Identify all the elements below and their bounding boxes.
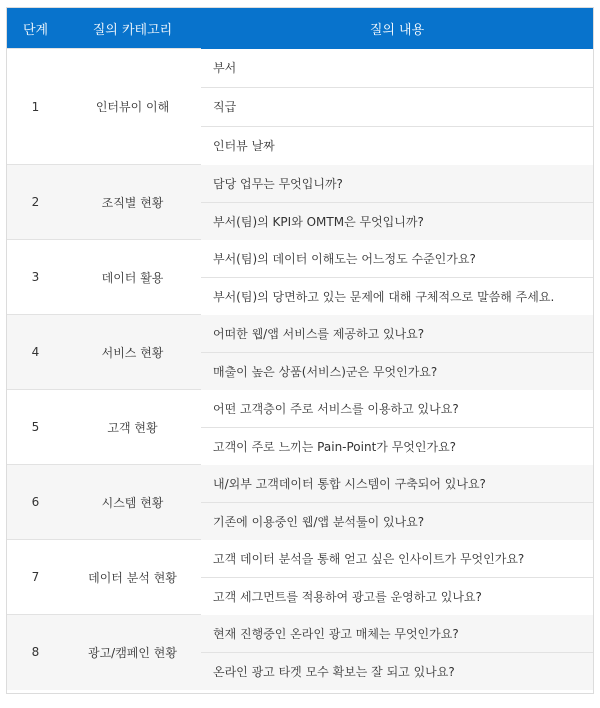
table-row: [7, 390, 593, 428]
step-cell: 5: [7, 390, 64, 465]
step-cell: 3: [7, 240, 64, 315]
question-cell: 인터뷰 날짜: [201, 126, 593, 165]
header-step: 단계: [7, 8, 64, 49]
question-cell: 고객 세그먼트를 적용하여 광고를 운영하고 있나요?: [201, 577, 593, 615]
interview-question-table-container: [6, 7, 594, 694]
question-cell: 부서(팀)의 데이터 이해도는 어느정도 수준인가요?: [213, 251, 476, 266]
category-cell: 고객 현황: [64, 390, 201, 465]
question-cell: 어떠한 웹/앱 서비스를 제공하고 있나요?: [201, 315, 593, 353]
step-cell: 1: [7, 49, 64, 165]
step-cell: 2: [7, 165, 64, 240]
table-row: [7, 540, 593, 578]
table-row: [7, 615, 593, 653]
category-cell: 데이터 분석 현황: [64, 540, 201, 615]
question-cell: 담당 업무는 무엇입니까?: [201, 165, 593, 203]
category-cell: 데이터 활용: [64, 240, 201, 315]
header-category: 질의 카테고리: [64, 8, 201, 49]
header-content: 질의 내용: [201, 8, 593, 49]
step-cell: 6: [7, 465, 64, 540]
step-cell: 8: [7, 615, 64, 690]
question-cell: 고객이 주로 느끼는 Pain-Point가 무엇인가요?: [201, 427, 593, 465]
question-cell: 부서: [213, 61, 237, 75]
step-cell: 7: [7, 540, 64, 615]
table-row: [7, 315, 593, 353]
question-cell: 어떤 고객층이 주로 서비스를 이용하고 있나요?: [213, 401, 459, 416]
table-row: [7, 165, 593, 203]
question-cell: 내/외부 고객데이터 통합 시스템이 구축되어 있나요?: [201, 465, 593, 503]
step-cell: 4: [7, 315, 64, 390]
category-cell: 광고/캠페인 현황: [64, 615, 201, 690]
table-row: [7, 465, 593, 503]
question-cell: 매출이 높은 상품(서비스)군은 무엇인가요?: [201, 352, 593, 390]
question-cell: 기존에 이용중인 웹/앱 분석툴이 있나요?: [201, 502, 593, 540]
category-cell: 서비스 현황: [64, 315, 201, 390]
question-cell: 직급: [201, 87, 593, 126]
table-body: [7, 49, 593, 690]
category-cell: 조직별 현황: [64, 165, 201, 240]
table-header-row: [7, 8, 593, 49]
table-row: [7, 240, 593, 278]
table-row: [7, 49, 593, 88]
question-cell: 온라인 광고 타겟 모수 확보는 잘 되고 있나요?: [201, 652, 593, 690]
category-cell: 시스템 현황: [64, 465, 201, 540]
interview-question-table: [7, 8, 593, 690]
question-cell: 부서(팀)의 KPI와 OMTM은 무엇입니까?: [201, 202, 593, 240]
question-cell: 고객 데이터 분석을 통해 얻고 싶은 인사이트가 무엇인가요?: [213, 551, 525, 566]
question-cell: 부서(팀)의 당면하고 있는 문제에 대해 구체적으로 말씀해 주세요.: [201, 277, 593, 315]
question-cell: 현재 진행중인 온라인 광고 매체는 무엇인가요?: [201, 615, 593, 653]
category-cell: 인터뷰이 이해: [64, 49, 201, 165]
